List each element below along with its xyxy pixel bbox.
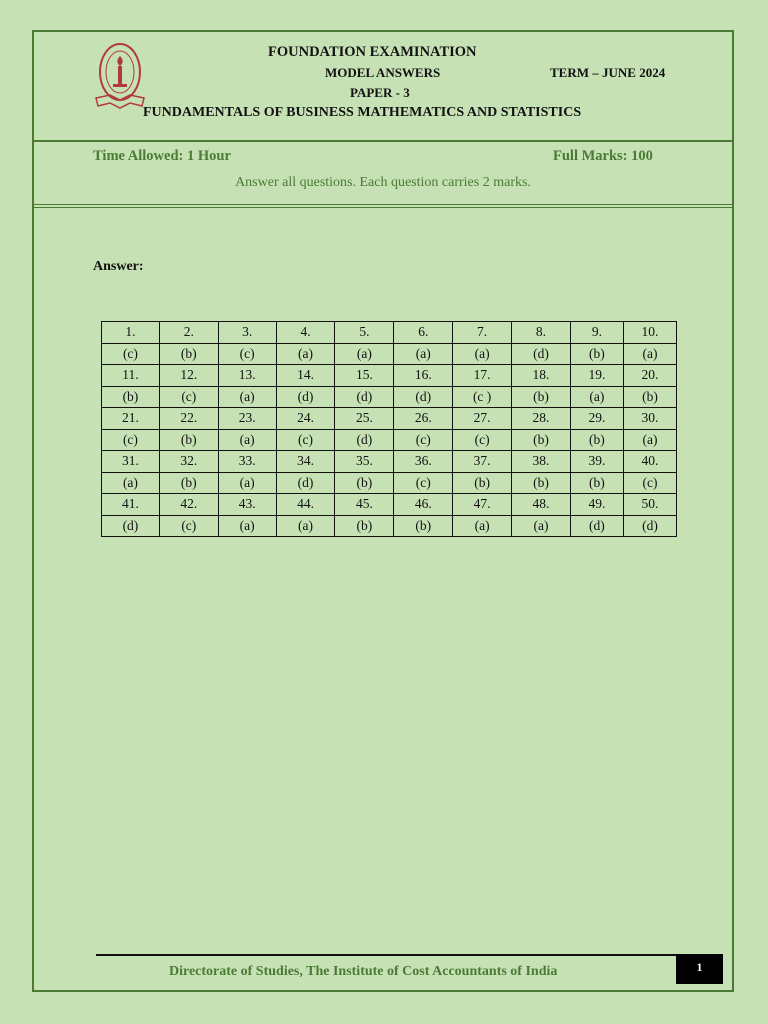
answer-choice-cell: (b): [570, 472, 623, 494]
question-number-cell: 46.: [394, 494, 453, 516]
question-number-row: [102, 451, 677, 473]
footer-text: Directorate of Studies, The Institute of Cost Accountants of India: [169, 964, 558, 979]
question-number-cell: 30.: [623, 408, 676, 430]
answer-choice-cell: (a): [623, 343, 676, 365]
question-number-cell: 50.: [623, 494, 676, 516]
answer-table: [101, 321, 677, 537]
question-number-cell: 25.: [335, 408, 394, 430]
question-number-cell: 8.: [512, 322, 571, 344]
question-number-cell: 41.: [102, 494, 160, 516]
answer-choice-cell: (b): [335, 515, 394, 537]
answer-choice-row: [102, 515, 677, 537]
question-number-cell: 2.: [159, 322, 218, 344]
question-number-cell: 48.: [512, 494, 571, 516]
question-number-cell: 33.: [218, 451, 276, 473]
answer-choice-cell: (a): [276, 515, 335, 537]
answer-choice-cell: (c): [276, 429, 335, 451]
answer-choice-cell: (a): [218, 429, 276, 451]
document-header: [34, 32, 732, 142]
instructions: Answer all questions. Each question carries 2 marks.: [235, 175, 531, 190]
question-number-cell: 5.: [335, 322, 394, 344]
subject-title: FUNDAMENTALS OF BUSINESS MATHEMATICS AND STATISTICS: [143, 105, 582, 120]
question-number-cell: 13.: [218, 365, 276, 387]
question-number-cell: 3.: [218, 322, 276, 344]
question-number-cell: 36.: [394, 451, 453, 473]
answer-choice-cell: (b): [512, 472, 571, 494]
question-number-cell: 38.: [512, 451, 571, 473]
question-number-cell: 20.: [623, 365, 676, 387]
question-number-cell: 6.: [394, 322, 453, 344]
answer-choice-cell: (a): [394, 343, 453, 365]
answer-choice-row: [102, 472, 677, 494]
question-number-cell: 26.: [394, 408, 453, 430]
footer-divider: [96, 954, 681, 956]
answer-choice-row: [102, 386, 677, 408]
answer-choice-cell: (d): [276, 386, 335, 408]
answer-choice-cell: (b): [159, 429, 218, 451]
answer-choice-cell: (a): [453, 515, 512, 537]
answer-choice-cell: (b): [102, 386, 160, 408]
answer-choice-cell: (d): [512, 343, 571, 365]
question-number-cell: 12.: [159, 365, 218, 387]
question-number-cell: 27.: [453, 408, 512, 430]
question-number-row: [102, 408, 677, 430]
question-number-cell: 49.: [570, 494, 623, 516]
question-number-cell: 37.: [453, 451, 512, 473]
answer-choice-cell: (c): [394, 429, 453, 451]
question-number-cell: 16.: [394, 365, 453, 387]
question-number-cell: 9.: [570, 322, 623, 344]
question-number-cell: 32.: [159, 451, 218, 473]
question-number-cell: 29.: [570, 408, 623, 430]
answer-choice-cell: (b): [159, 343, 218, 365]
answer-choice-cell: (d): [623, 515, 676, 537]
answer-choice-cell: (b): [453, 472, 512, 494]
exam-title: FOUNDATION EXAMINATION: [268, 44, 477, 60]
answer-choice-cell: (c): [218, 343, 276, 365]
question-number-cell: 4.: [276, 322, 335, 344]
answer-choice-cell: (a): [570, 386, 623, 408]
question-number-cell: 15.: [335, 365, 394, 387]
question-number-cell: 1.: [102, 322, 160, 344]
answer-choice-cell: (b): [335, 472, 394, 494]
question-number-cell: 17.: [453, 365, 512, 387]
answer-label: Answer:: [93, 259, 144, 274]
time-allowed: Time Allowed: 1 Hour: [93, 148, 231, 164]
full-marks: Full Marks: 100: [553, 148, 653, 164]
answer-choice-row: [102, 429, 677, 451]
question-number-cell: 10.: [623, 322, 676, 344]
answer-choice-cell: (c): [159, 515, 218, 537]
question-number-cell: 39.: [570, 451, 623, 473]
question-number-cell: 19.: [570, 365, 623, 387]
question-number-row: [102, 494, 677, 516]
question-number-row: [102, 322, 677, 344]
paper-label: PAPER - 3: [350, 85, 410, 100]
answer-choice-cell: (c): [623, 472, 676, 494]
answer-choice-cell: (d): [276, 472, 335, 494]
question-number-cell: 42.: [159, 494, 218, 516]
answer-choice-cell: (a): [218, 472, 276, 494]
answer-choice-cell: (a): [276, 343, 335, 365]
question-number-cell: 24.: [276, 408, 335, 430]
question-number-cell: 11.: [102, 365, 160, 387]
question-number-cell: 14.: [276, 365, 335, 387]
answer-choice-cell: (a): [512, 515, 571, 537]
exam-info: [34, 142, 732, 208]
answer-choice-cell: (d): [102, 515, 160, 537]
question-number-cell: 23.: [218, 408, 276, 430]
answer-choice-cell: (b): [512, 386, 571, 408]
question-number-cell: 31.: [102, 451, 160, 473]
answer-choice-cell: (d): [335, 386, 394, 408]
question-number-cell: 35.: [335, 451, 394, 473]
answer-choice-cell: (a): [453, 343, 512, 365]
question-number-cell: 45.: [335, 494, 394, 516]
question-number-cell: 43.: [218, 494, 276, 516]
question-number-cell: 7.: [453, 322, 512, 344]
term-label: TERM – JUNE 2024: [550, 65, 666, 80]
answer-choice-cell: (a): [218, 515, 276, 537]
question-number-cell: 47.: [453, 494, 512, 516]
question-number-cell: 21.: [102, 408, 160, 430]
answer-choice-cell: (a): [218, 386, 276, 408]
answer-choice-cell: (c): [394, 472, 453, 494]
answer-choice-cell: (b): [159, 472, 218, 494]
page-number: 1: [676, 954, 723, 984]
answer-choice-cell: (b): [512, 429, 571, 451]
answer-choice-cell: (b): [570, 343, 623, 365]
answer-choice-cell: (b): [623, 386, 676, 408]
answer-choice-cell: (b): [394, 515, 453, 537]
answer-choice-cell: (c): [159, 386, 218, 408]
page-frame: [32, 30, 734, 992]
question-number-row: [102, 365, 677, 387]
answer-choice-row: [102, 343, 677, 365]
answer-choice-cell: (c ): [453, 386, 512, 408]
question-number-cell: 22.: [159, 408, 218, 430]
question-number-cell: 18.: [512, 365, 571, 387]
question-number-cell: 28.: [512, 408, 571, 430]
answer-choice-cell: (c): [102, 343, 160, 365]
answer-choice-cell: (c): [453, 429, 512, 451]
model-answers-label: MODEL ANSWERS: [325, 65, 441, 80]
answer-choice-cell: (a): [623, 429, 676, 451]
institute-logo-icon: [92, 38, 148, 114]
answer-choice-cell: (d): [570, 515, 623, 537]
answer-choice-cell: (b): [570, 429, 623, 451]
answer-choice-cell: (a): [102, 472, 160, 494]
answer-choice-cell: (c): [102, 429, 160, 451]
question-number-cell: 44.: [276, 494, 335, 516]
answer-choice-cell: (d): [335, 429, 394, 451]
answer-choice-cell: (d): [394, 386, 453, 408]
question-number-cell: 40.: [623, 451, 676, 473]
question-number-cell: 34.: [276, 451, 335, 473]
answer-choice-cell: (a): [335, 343, 394, 365]
